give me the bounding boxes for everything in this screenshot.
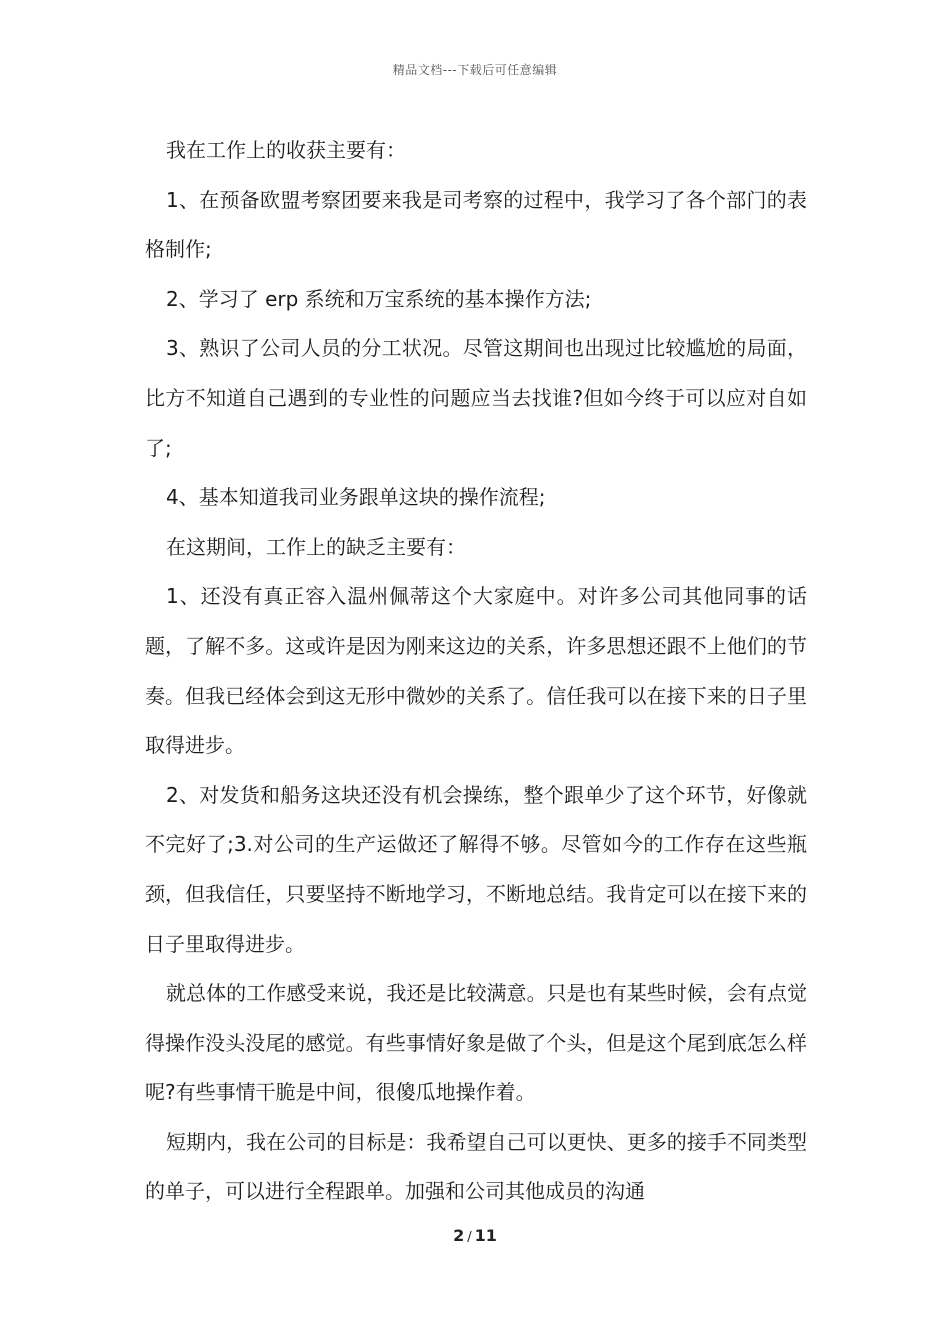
paragraph: 我在工作上的收获主要有：: [166, 138, 406, 162]
page-separator: /: [467, 1230, 472, 1245]
page-header: 精品文档---下载后可任意编辑: [392, 63, 558, 77]
page-number: [0, 1226, 950, 1248]
paragraph: 1、还没有真正容入温州佩蒂这个大家庭中。对许多公司其他同事的话题，了解不多。这或许是因为刚来这边的关系，许多思想还跟不上他们的节奏。但我已经体会到这无形中微妙的关系了。信任我可以在接下来的日子里取得进步。: [145, 584, 807, 758]
paragraph: 就总体的工作感受来说，我还是比较满意。只是也有某些时候，会有点觉得操作没头没尾的感觉。有些事情好象是做了个头，但是这个尾到底怎么样呢?有些事情干脆是中间，很傻瓜地操作着。: [145, 981, 807, 1105]
total-pages-number: 11: [474, 1226, 497, 1245]
paragraph: 短期内，我在公司的目标是：我希望自己可以更快、更多的接手不同类型的单子，可以进行全程跟单。加强和公司其他成员的沟通: [145, 1129, 807, 1204]
paragraph: 4、基本知道我司业务跟单这块的操作流程;: [166, 485, 546, 510]
paragraph: 3、熟识了公司人员的分工状况。尽管这期间也出现过比较尴尬的局面，比方不知道自己遇到的专业性的问题应当去找谁?但如今终于可以应对自如了;: [145, 336, 807, 460]
paragraph: 2、对发货和船务这块还没有机会操练，整个跟单少了这个环节，好像就不完好了;3.对公司的生产运做还了解得不够。尽管如今的工作存在这些瓶颈，但我信任，只要坚持不断地学习，不断地总结。我肯定可以在接下来的日子里取得进步。: [145, 782, 807, 956]
paragraph: 在这期间，工作上的缺乏主要有：: [166, 534, 466, 559]
paragraph: 1、在预备欧盟考察团要来我是司考察的过程中，我学习了各个部门的表格制作;: [145, 187, 807, 262]
current-page-number: 2: [453, 1226, 465, 1245]
paragraph: 2、学习了 erp 系统和万宝系统的基本操作方法;: [166, 286, 592, 311]
document-body: [145, 126, 807, 1217]
